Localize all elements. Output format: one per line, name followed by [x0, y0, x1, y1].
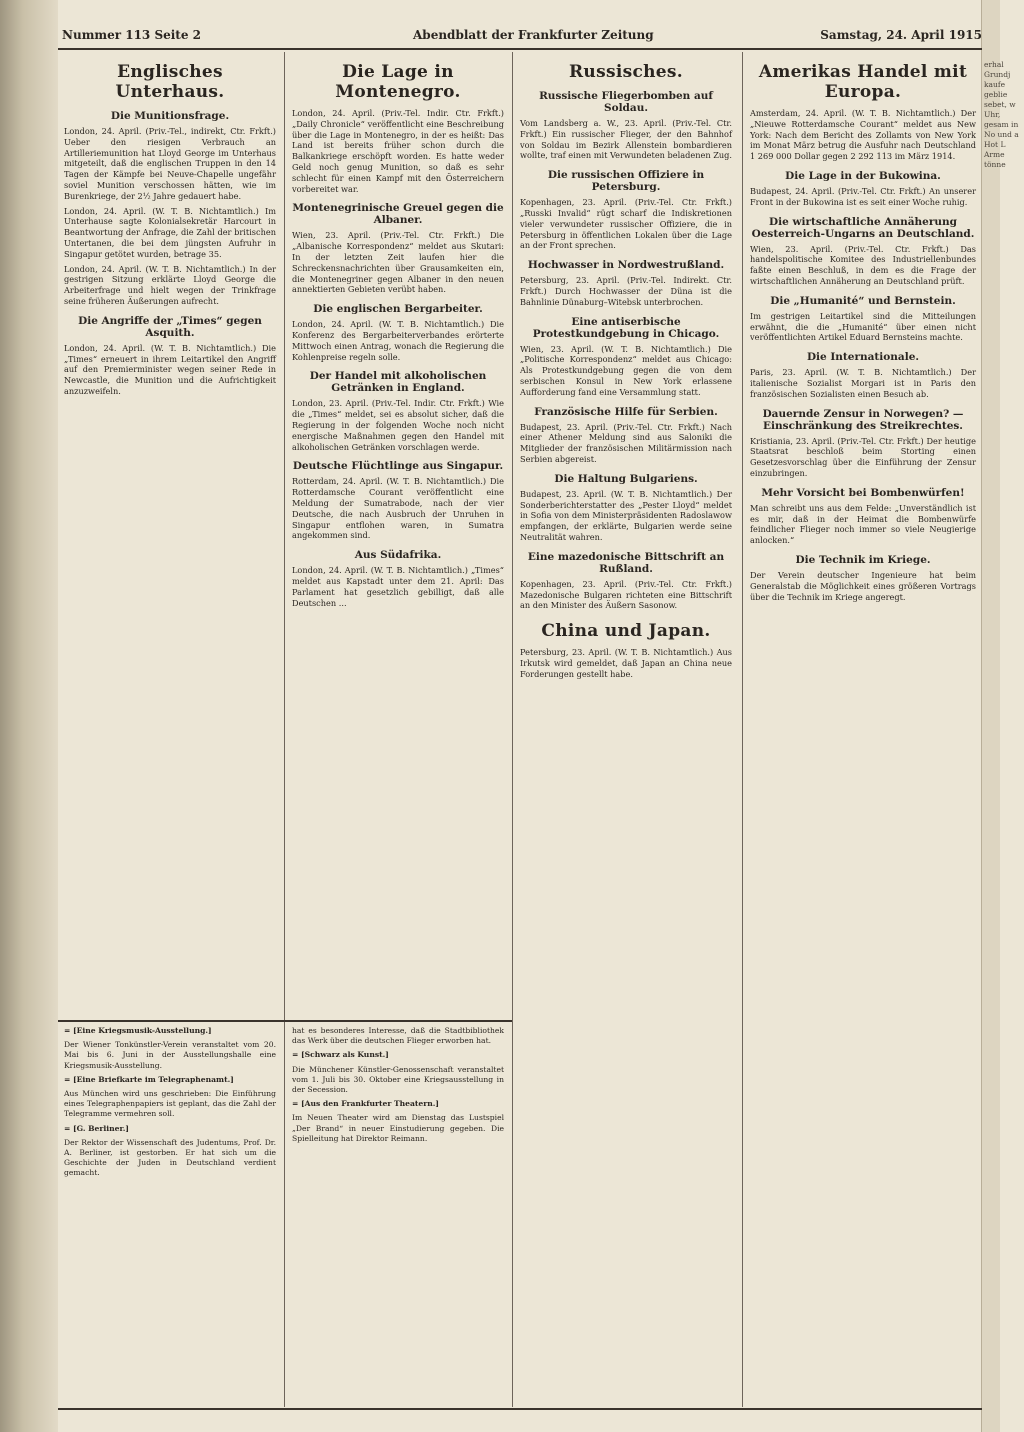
masthead: [58, 24, 982, 50]
article-title: Amerikas Handel mit Europa.: [758, 62, 968, 102]
article-subtitle: Montenegrinische Greuel gegen die Albaner.: [292, 202, 504, 227]
issue-number: Nummer 113 Seite 2: [62, 28, 202, 42]
article-paragraph: Budapest, 23. April. (Priv.-Tel. Ctr. Frkft.) Nach einer Athener Meldung sind aus Saloniki die Mitglieder der französischen Militärmission nach Serbien abgereist.: [520, 421, 732, 464]
article-paragraph: Amsterdam, 24. April. (W. T. B. Nichtamtlich.) Der „Nieuwe Rotterdamsche Courant“ meldet aus New York: Nach dem Bericht des Zollamts von New York im Monat März betrug die Ausfuhr nach Deutschland 1 269 000 Dollar gegen 2 292 113 im März 1914.: [750, 108, 976, 162]
article-subtitle: Hochwasser in Nordwestrußland.: [527, 259, 725, 272]
article-paragraph: London, 24. April. (W. T. B. Nichtamtlich.) „Times“ meldet aus Kapstadt unter dem 21. April: Das Parlament hat gesetzlich gebilligt, daß alle Deutschen ...: [292, 565, 504, 608]
feuilleton-lead: = [Eine Briefkarte im Telegraphenamt.]: [64, 1074, 234, 1084]
article-paragraph: Kristiania, 23. April. (Priv.-Tel. Ctr. Frkft.) Der heutige Staatsrat beschloß beim Storting einen Gesetzesvorschlag über die Einführung der Zensur einzubringen.: [750, 435, 976, 478]
column-4: [750, 52, 976, 1402]
feuilleton-paragraph: hat es besonderes Interesse, daß die Stadtbibliothek das Werk über die deutschen Flieger erworben hat.: [292, 1026, 504, 1046]
article-subtitle: Der Handel mit alkoholischen Getränken in England.: [309, 370, 487, 395]
article-subtitle: Die englischen Bergarbeiter.: [313, 303, 483, 316]
feuilleton-paragraph: Aus München wird uns geschrieben: Die Einführung eines Telegraphenpapiers ist geplant, das die Zahl der Telegramme vermehren soll.: [64, 1089, 276, 1119]
issue-date: Samstag, 24. April 1915: [820, 28, 982, 42]
feuilleton-paragraph: Der Wiener Tonkünstler-Verein veranstaltet vom 20. Mai bis 6. Juni in der Ausstellungshalle eine Kriegsmusik-Ausstellung.: [64, 1040, 276, 1070]
feuilleton-lead: = [Aus den Frankfurter Theatern.]: [292, 1099, 439, 1109]
article-subtitle: Deutsche Flüchtlinge aus Singapur.: [292, 460, 504, 473]
article-subtitle: Die russischen Offiziere in Petersburg.: [547, 169, 705, 194]
feuilleton-paragraph: Im Neuen Theater wird am Dienstag das Lustspiel „Der Brand“ in neuer Einstudierung gegeben. Die Spielleitung hat Direktor Reimann.: [292, 1113, 504, 1143]
article-paragraph: London, 24. April. (W. T. B. Nichtamtlich.) In der gestrigen Sitzung erklärte Lloyd George die Arbeiterfrage und hielt wegen der Trinkfrage seine früheren Äußerungen aufrecht.: [64, 263, 276, 306]
column-2: [292, 52, 504, 1014]
article-paragraph: Vom Landsberg a. W., 23. April. (Priv.-Tel. Ctr. Frkft.) Ein russischer Flieger, der den Bahnhof von Soldau im Bezirk Allenstein bombardieren wollte, traf einen mit Verwundeten beladenen Zug.: [520, 118, 733, 161]
article-paragraph: Wien, 23. April. (W. T. B. Nichtamtlich.) Die „Politische Korrespondenz“ meldet aus Chicago: Als Protestkundgebung gegen die von dem serbischen Konsul in New York erlassene Aufforderung fand eine Versammlung statt.: [520, 343, 732, 397]
article-subtitle: Französische Hilfe für Serbien.: [534, 405, 718, 418]
article-title: Die Lage in Montenegro.: [335, 62, 461, 102]
column-1: [64, 52, 276, 1014]
article-subtitle: Eine antiserbische Protestkundgebung in Chicago.: [532, 315, 720, 340]
page-bottom-rule: [58, 1408, 982, 1410]
article-paragraph: Kopenhagen, 23. April. (Priv.-Tel. Ctr. Frkft.) „Russki Invalid“ rügt scharf die Indiskretionen vieler verwundeter russischer Offiziere, die in Petersburg in öffentlichen Lokalen über die Lage an der Front sprechen.: [520, 197, 732, 251]
article-subtitle: Die Angriffe der „Times“ gegen Asquith.: [78, 314, 262, 339]
article-paragraph: Paris, 23. April. (W. T. B. Nichtamtlich.) Der italienische Sozialist Morgari ist in Paris den französischen Sozialisten einen Besuch ab.: [750, 367, 976, 399]
article-paragraph: London, 24. April. (Priv.-Tel., indirekt, Ctr. Frkft.) Ueber den riesigen Verbrauch an Artilleriemunition hat Lloyd George im Unterhaus mitgeteilt, daß die englischen Truppen in den 14 Tagen der Kämpfe bei Neuve-Chapelle ungefähr soviel Munition verschossen hätten, wie im Burenkriege, der 2½ Jahre gedauert habe.: [64, 126, 276, 201]
feuilleton-lead: = [G. Berliner.]: [64, 1123, 130, 1133]
column-rule: [284, 52, 285, 1407]
article-subtitle: Die Munitionsfrage.: [110, 110, 230, 122]
article-paragraph: Der Verein deutscher Ingenieure hat beim Generalstab die Möglichkeit eines größeren Vortrags über die Technik im Kriege angeregt.: [750, 569, 976, 602]
article-subtitle: Mehr Vorsicht bei Bombenwürfen!: [761, 486, 965, 499]
article-subtitle: Die wirtschaftliche Annäherung Oesterreich-Ungarns an Deutschland.: [751, 215, 975, 240]
feuilleton-paragraph: Die Münchener Künstler-Genossenschaft veranstaltet vom 1. Juli bis 30. Oktober eine Kriegsausstellung in der Secession.: [292, 1064, 504, 1095]
article-paragraph: Budapest, 24. April. (Priv.-Tel. Ctr. Frkft.) An unserer Front in der Bukowina ist es seit einer Woche ruhig.: [750, 185, 976, 207]
feuilleton-lead: = [Schwarz als Kunst.]: [292, 1050, 389, 1060]
feuilleton-lead: = [Eine Kriegsmusik-Ausstellung.]: [64, 1026, 212, 1035]
article-subtitle: Eine mazedonische Bittschrift an Rußland.: [527, 550, 725, 575]
article-paragraph: Wien, 23. April. (Priv.-Tel. Ctr. Frkft.) Das handelspolitische Komitee des Industriellenbundes faßte einen Beschluß, in dem es die Frage der wirtschaftlichen Annäherung an Deutschland prüft.: [750, 243, 976, 286]
adjacent-page-strip: [981, 0, 1019, 1432]
article-subtitle: Die Lage in der Bukowina.: [785, 169, 941, 182]
column-3: [520, 52, 732, 1402]
book-gutter: [0, 0, 58, 1432]
article-paragraph: London, 24. April. (W. T. B. Nichtamtlich.) Im Unterhause sagte Kolonialsekretär Harcourt in Beantwortung der Anfrage, die Zahl der britischen Untertanen, die bei dem jüngsten Aufruhr in Singapur getötet wurden, betrage 35.: [64, 205, 276, 259]
column-rule: [512, 52, 513, 1407]
article-subtitle: Die Haltung Bulgariens.: [554, 472, 698, 485]
feuilleton-column-2: [292, 1026, 504, 1386]
article-subtitle: Die Technik im Kriege.: [795, 553, 931, 566]
article-title: Russisches.: [569, 62, 683, 82]
feuilleton-divider: [58, 1020, 512, 1022]
newspaper-title: Abendblatt der Frankfurter Zeitung: [413, 28, 654, 42]
article-subtitle: Aus Südafrika.: [354, 549, 442, 562]
article-paragraph: London, 24. April. (W. T. B. Nichtamtlich.) Die Konferenz des Bergarbeiterverbandes erörterte Mittwoch einen Antrag, wonach die Regierung die Kohlenpreise regeln solle.: [292, 319, 504, 362]
article-paragraph: Kopenhagen, 23. April. (Priv.-Tel. Ctr. Frkft.) Mazedonische Bulgaren richteten eine Bittschrift an den Minister des Äußern Sasonow.: [520, 578, 732, 611]
article-paragraph: Petersburg, 23. April. (W. T. B. Nichtamtlich.) Aus Irkutsk wird gemeldet, daß Japan an China neue Forderungen gestellt habe.: [520, 647, 732, 679]
article-subtitle: Dauernde Zensur in Norwegen? — Einschränkung des Streikrechtes.: [762, 407, 964, 432]
article-paragraph: Budapest, 23. April. (W. T. B. Nichtamtlich.) Der Sonderberichterstatter des „Pester Lloyd“ meldet in Sofia von dem Ministerpräsidenten Radoslawow empfangen, der erklärte, Bulgarien werde seine Neutralität wahren.: [520, 488, 732, 542]
article-title: China und Japan.: [541, 621, 711, 642]
article-paragraph: Rotterdam, 24. April. (W. T. B. Nichtamtlich.) Die Rotterdamsche Courant veröffentlicht eine Meldung der Sumatrabode, nach der vier Deutsche, die nach Ausbruch der Unruhen in Singapur entflohen waren, in Sumatra angekommen sind.: [292, 476, 504, 541]
adjacent-page-text: erhal Grundj kaufe geblie sebet, w Uhr, gesam in No und a Hot L Arme tönne: [984, 60, 1019, 169]
article-paragraph: Im gestrigen Leitartikel sind die Mitteilungen erwähnt, die die „Humanité“ über einen nicht veröffentlichten Artikel Eduard Bernsteins machte.: [750, 310, 976, 343]
article-paragraph: London, 23. April. (Priv.-Tel. Indir. Ctr. Frkft.) Wie die „Times“ meldet, sei es absolut sicher, daß die Regierung in der folgenden Woche noch nicht energische Maßnahmen gegen den Handel mit alkoholischen Getränken vorschlagen werde.: [292, 398, 504, 452]
article-paragraph: London, 24. April. (Priv.-Tel. Indir. Ctr. Frkft.) „Daily Chronicle“ veröffentlicht eine Beschreibung über die Lage in Montenegro, in der es heißt: Das Land ist bereits früher schon durch die Balkankriege erschöpft worden. Es hatte weder Geld noch genug Munition, so daß es sehr schlecht für einen Kampf mit den Österreichern vorbereitet war.: [292, 108, 504, 194]
article-paragraph: Man schreibt uns aus dem Felde: „Unverständlich ist es mir, daß in der Heimat die Bombenwürfe feindlicher Flieger noch immer so viele Neugierige anlocken.“: [750, 502, 976, 546]
feuilleton-column-1: [64, 1026, 276, 1386]
column-rule: [742, 52, 743, 1407]
article-title: Englisches Unterhaus.: [115, 62, 225, 102]
feuilleton-paragraph: Der Rektor der Wissenschaft des Judentums, Prof. Dr. A. Berliner, ist gestorben. Er hat sich um die Geschichte der Juden in Deutschland verdient gemacht.: [64, 1137, 276, 1178]
article-subtitle: Die Internationale.: [806, 351, 920, 364]
newspaper-page: [58, 0, 982, 1432]
article-paragraph: London, 24. April. (W. T. B. Nichtamtlich.) Die „Times“ erneuert in ihrem Leitartikel den Angriff auf den Premierminister wegen seiner Rede in Newcastle, die Munition und die Aufrichtigkeit anzuzweifeln.: [64, 342, 276, 396]
article-paragraph: Wien, 23. April. (Priv.-Tel. Ctr. Frkft.) Die „Albanische Korrespondenz“ meldet aus Skutari: In der letzten Zeit laufen hier die Schreckensnachrichten über Grausamkeiten ein, die Montenegriner gegen Albaner in den neuen annektierten Gebieten verübt haben.: [292, 230, 504, 295]
article-paragraph: Petersburg, 23. April. (Priv.-Tel. Indirekt. Ctr. Frkft.) Durch Hochwasser der Düna ist die Bahnlinie Dünaburg–Witebsk unterbrochen.: [520, 275, 732, 307]
article-subtitle: Russische Fliegerbomben auf Soldau.: [539, 90, 713, 114]
article-subtitle: Die „Humanité“ und Bernstein.: [770, 294, 956, 307]
